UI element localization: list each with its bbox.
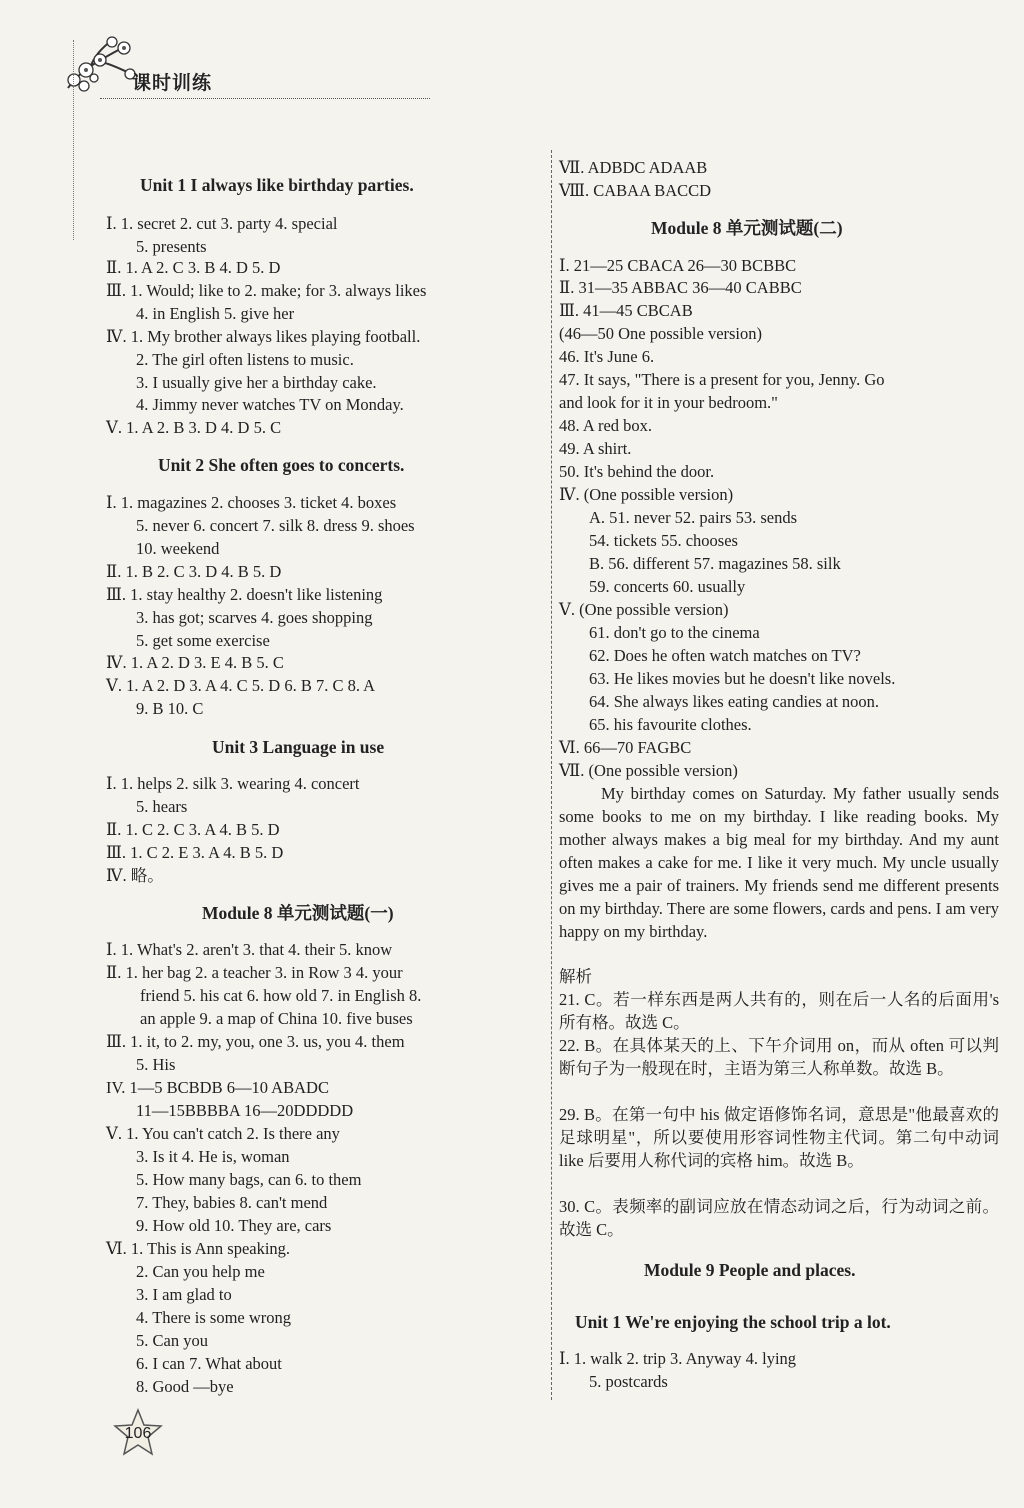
answer-line: 5. His — [136, 1055, 176, 1074]
answer-line: 5. get some exercise — [136, 631, 270, 650]
answer-line: Ⅱ. 1. B 2. C 3. D 4. B 5. D — [106, 562, 282, 581]
answer-line: Ⅴ. (One possible version) — [559, 600, 729, 619]
answer-line: B. 56. different 57. magazines 58. silk — [589, 554, 841, 573]
answer-line: 63. He likes movies but he doesn't like novels. — [589, 669, 896, 688]
page-number: 106 — [124, 1425, 152, 1442]
page-header — [60, 30, 380, 110]
answer-line: 48. A red box. — [559, 416, 653, 435]
answer-line: A. 51. never 52. pairs 53. sends — [589, 508, 798, 527]
answer-line: 5. postcards — [589, 1372, 668, 1391]
answer-line: Ⅶ. (One possible version) — [559, 761, 738, 780]
section-heading: Module 8 单元测试题(二) — [651, 218, 843, 238]
answer-line: 64. She always likes eating candies at noon. — [589, 692, 880, 711]
answer-line: 2. The girl often listens to music. — [136, 350, 354, 369]
sample-essay: My birthday comes on Saturday. My father usually sends some books to me on my birthday. I like reading books. My mother always makes a big meal for my birthday. And my aunt often makes a cake for me. I like it very much. My uncle usually gives me a pair of trainers. My friends send me different presents on my birthday. There are some flowers, cards and pens. I am very happy on my birthday. — [559, 784, 999, 941]
analysis-label: 解析 — [559, 967, 592, 986]
answer-line: Ⅳ. 1. A 2. D 3. E 4. B 5. C — [106, 653, 284, 672]
answer-line: friend 5. his cat 6. how old 7. in English 8. — [140, 986, 422, 1005]
analysis-item: 21. C。若一样东西是两人共有的，则在后一人名的后面用's所有格。故选 C。 — [559, 990, 999, 1032]
answer-line: Ⅶ. ADBDC ADAAB — [559, 158, 708, 177]
section-heading: Module 9 People and places. — [644, 1260, 856, 1280]
answer-line: Ⅱ. 31—35 ABBAC 36—40 CABBC — [559, 278, 802, 297]
answer-line: Ⅳ. 1. My brother always likes playing football. — [106, 327, 421, 346]
answer-line: 3. has got; scarves 4. goes shopping — [136, 608, 373, 627]
answer-line: Ⅰ. 1. What's 2. aren't 3. that 4. their 5. know — [106, 940, 393, 959]
answer-line: (46—50 One possible version) — [559, 324, 763, 343]
answer-line: 50. It's behind the door. — [559, 462, 715, 481]
answer-line: IV. 1—5 BCBDB 6—10 ABADC — [106, 1078, 329, 1097]
header-title: 课时训练 — [132, 72, 213, 94]
answer-line: Ⅲ. 41—45 CBCAB — [559, 301, 693, 320]
answer-line: 3. I usually give her a birthday cake. — [136, 373, 377, 392]
answer-line: Ⅷ. CABAA BACCD — [559, 181, 712, 200]
answer-line: 61. don't go to the cinema — [589, 623, 760, 642]
answer-line: Ⅱ. 1. her bag 2. a teacher 3. in Row 3 4. your — [106, 963, 403, 982]
answer-line: Ⅵ. 1. This is Ann speaking. — [106, 1239, 291, 1258]
answer-line: 9. How old 10. They are, cars — [136, 1216, 332, 1235]
answer-line: Ⅳ. 略。 — [106, 866, 164, 885]
answer-line: 11—15BBBBA 16—20DDDDD — [136, 1101, 354, 1120]
answer-line: 9. B 10. C — [136, 699, 204, 718]
answer-line: Ⅲ. 1. it, to 2. my, you, one 3. us, you 4. them — [106, 1032, 405, 1051]
answer-line: 6. I can 7. What about — [136, 1354, 282, 1373]
answer-line: 4. There is some wrong — [136, 1308, 292, 1327]
answer-line: an apple 9. a map of China 10. five buses — [140, 1009, 413, 1028]
answer-line: 65. his favourite clothes. — [589, 715, 752, 734]
answer-line: 54. tickets 55. chooses — [589, 531, 738, 550]
answer-line: 4. Jimmy never watches TV on Monday. — [136, 395, 404, 414]
answer-line: 3. I am glad to — [136, 1285, 232, 1304]
answer-line: 49. A shirt. — [559, 439, 632, 458]
answer-line: 7. They, babies 8. can't mend — [136, 1193, 328, 1212]
answer-line: 47. It says, "There is a present for you, Jenny. Go — [559, 370, 885, 389]
answer-line: Ⅴ. 1. A 2. B 3. D 4. D 5. C — [106, 418, 282, 437]
column-divider — [551, 150, 552, 1400]
answer-line: Ⅵ. 66—70 FAGBC — [559, 738, 692, 757]
section-heading: Module 8 单元测试题(一) — [202, 903, 394, 923]
answer-line: 62. Does he often watch matches on TV? — [589, 646, 861, 665]
answer-line: Ⅱ. 1. C 2. C 3. A 4. B 5. D — [106, 820, 280, 839]
page-number-badge — [112, 1408, 164, 1456]
answer-line: Ⅰ. 1. magazines 2. chooses 3. ticket 4. boxes — [106, 493, 397, 512]
analysis-item: 30. C。表频率的副词应放在情态动词之后，行为动词之前。故选 C。 — [559, 1197, 999, 1239]
answer-line: Ⅳ. (One possible version) — [559, 485, 734, 504]
answer-line: Ⅰ. 21—25 CBACA 26—30 BCBBC — [559, 256, 797, 275]
answer-line: Ⅱ. 1. A 2. C 3. B 4. D 5. D — [106, 258, 281, 277]
answer-line: 4. in English 5. give her — [136, 304, 295, 323]
header-vertical-rule — [73, 40, 74, 240]
section-heading: Unit 1 We're enjoying the school trip a lot. — [575, 1312, 891, 1332]
answer-line: 5. How many bags, can 6. to them — [136, 1170, 362, 1189]
answer-line: 5. hears — [136, 797, 188, 816]
section-heading: Unit 2 She often goes to concerts. — [158, 455, 405, 475]
analysis-item: 29. B。在第一句中 his 做定语修饰名词，意思是"他最喜欢的足球明星"，所以要使用形容词性物主代词。第二句中动词 like 后要用人称代词的宾格 him。故选 B。 — [559, 1105, 999, 1170]
answer-line: 59. concerts 60. usually — [589, 577, 746, 596]
answer-line: 2. Can you help me — [136, 1262, 265, 1281]
analysis-item: 22. B。在具体某天的上、下午介词用 on，而从 often 可以判断句子为一般现在时，主语为第三人称单数。故选 B。 — [559, 1036, 999, 1078]
answer-line: Ⅴ. 1. A 2. D 3. A 4. C 5. D 6. B 7. C 8. A — [106, 676, 376, 695]
answer-line: and look for it in your bedroom." — [559, 393, 778, 412]
header-rule — [100, 98, 430, 99]
answer-line: Ⅰ. 1. walk 2. trip 3. Anyway 4. lying — [559, 1349, 797, 1368]
answer-line: Ⅰ. 1. secret 2. cut 3. party 4. special — [106, 214, 338, 233]
answer-line: 5. Can you — [136, 1331, 208, 1350]
answer-line: 8. Good —bye — [136, 1377, 234, 1396]
answer-line: 10. weekend — [136, 539, 220, 558]
answer-line: Ⅲ. 1. Would; like to 2. make; for 3. always likes — [106, 281, 427, 300]
section-heading: Unit 3 Language in use — [212, 737, 385, 757]
answer-line: Ⅲ. 1. stay healthy 2. doesn't like listening — [106, 585, 383, 604]
answer-line: 5. never 6. concert 7. silk 8. dress 9. shoes — [136, 516, 415, 535]
answer-line: 5. presents — [136, 237, 207, 256]
answer-line: Ⅰ. 1. helps 2. silk 3. wearing 4. concert — [106, 774, 360, 793]
answer-line: 46. It's June 6. — [559, 347, 655, 366]
section-heading: Unit 1 I always like birthday parties. — [140, 175, 414, 195]
answer-line: Ⅲ. 1. C 2. E 3. A 4. B 5. D — [106, 843, 284, 862]
answer-line: Ⅴ. 1. You can't catch 2. Is there any — [106, 1124, 340, 1143]
answer-line: 3. Is it 4. He is, woman — [136, 1147, 290, 1166]
